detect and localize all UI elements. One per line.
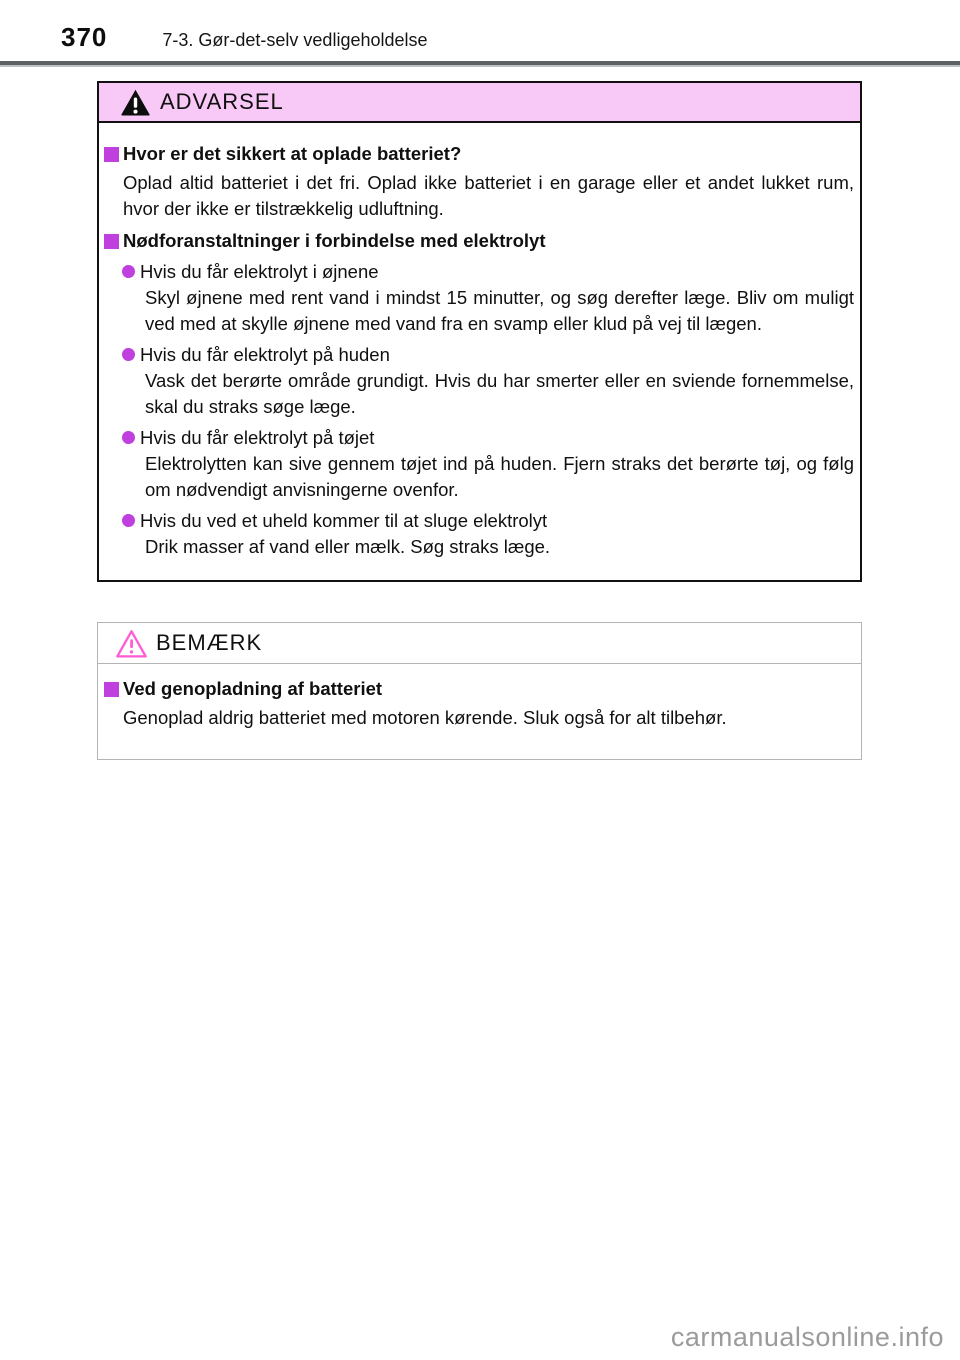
section-heading [104, 676, 855, 702]
warning-box-header [99, 83, 860, 123]
section-heading [104, 141, 854, 167]
warning-box-content [99, 123, 860, 580]
header-rule [0, 61, 960, 67]
list-item-lead-text: Hvis du får elektrolyt i øjnene [140, 261, 379, 282]
square-bullet-icon [104, 682, 119, 697]
list-item-body: Drik masser af vand eller mælk. Søg straks læge. [145, 536, 551, 557]
list-item-body: Vask det berørte område grundigt. Hvis du har smerter eller en sviende fornemmelse, skal du straks søge læge. [145, 370, 854, 417]
notice-section [104, 676, 855, 731]
list-item-lead [122, 342, 854, 368]
page-number: 370 [61, 22, 108, 52]
list-item [122, 259, 854, 337]
round-bullet-icon [122, 265, 135, 278]
list-item [122, 425, 854, 503]
notice-box-content [98, 664, 861, 759]
list-item-body: Skyl øjnene med rent vand i mindst 15 minutter, og søg derefter læge. Bliv om muligt ved med at skylle øjnene med vand fra en svamp eller klud på vej til lægen. [145, 287, 854, 334]
notice-triangle-icon [115, 628, 148, 659]
section-heading-text: Ved genopladning af batteriet [123, 678, 383, 699]
notice-box-title: BEMÆRK [156, 630, 263, 655]
list-item-lead-text: Hvis du ved et uheld kommer til at sluge elektrolyt [140, 510, 548, 531]
section-heading-text: Hvor er det sikkert at oplade batteriet? [123, 143, 462, 164]
page-header [61, 22, 428, 53]
list-item-lead-text: Hvis du får elektrolyt på huden [140, 344, 390, 365]
section-paragraph: Genoplad aldrig batteriet med motoren kørende. Sluk også for alt tilbehør. [123, 707, 727, 728]
notice-box-header [98, 623, 861, 664]
section-paragraph: Oplad altid batteriet i det fri. Oplad ikke batteriet i en garage eller et andet lukket rum, hvor der ikke er tilstrækkelig udluftning. [123, 172, 854, 219]
list-item [122, 342, 854, 420]
list-item-body: Elektrolytten kan sive gennem tøjet ind på huden. Fjern straks det berørte tøj, og følg om nødvendigt anvisningerne ovenfor. [145, 453, 854, 500]
round-bullet-icon [122, 431, 135, 444]
notice-box [97, 622, 862, 760]
watermark: carmanualsonline.info [670, 1322, 944, 1352]
warning-triangle-icon [120, 88, 151, 117]
warning-box [97, 81, 862, 582]
list-item-lead [122, 259, 854, 285]
round-bullet-icon [122, 348, 135, 361]
chapter-title: 7-3. Gør-det-selv vedligeholdelse [162, 30, 428, 50]
round-bullet-icon [122, 514, 135, 527]
square-bullet-icon [104, 147, 119, 162]
list-item [122, 508, 854, 560]
list-item-lead [122, 425, 854, 451]
warning-box-title: ADVARSEL [160, 89, 284, 114]
warning-section [104, 228, 854, 560]
section-heading-text: Nødforanstaltninger i forbindelse med elektrolyt [123, 230, 546, 251]
square-bullet-icon [104, 234, 119, 249]
list-item-lead-text: Hvis du får elektrolyt på tøjet [140, 427, 375, 448]
list-item-lead [122, 508, 854, 534]
warning-section [104, 141, 854, 222]
section-heading [104, 228, 854, 254]
